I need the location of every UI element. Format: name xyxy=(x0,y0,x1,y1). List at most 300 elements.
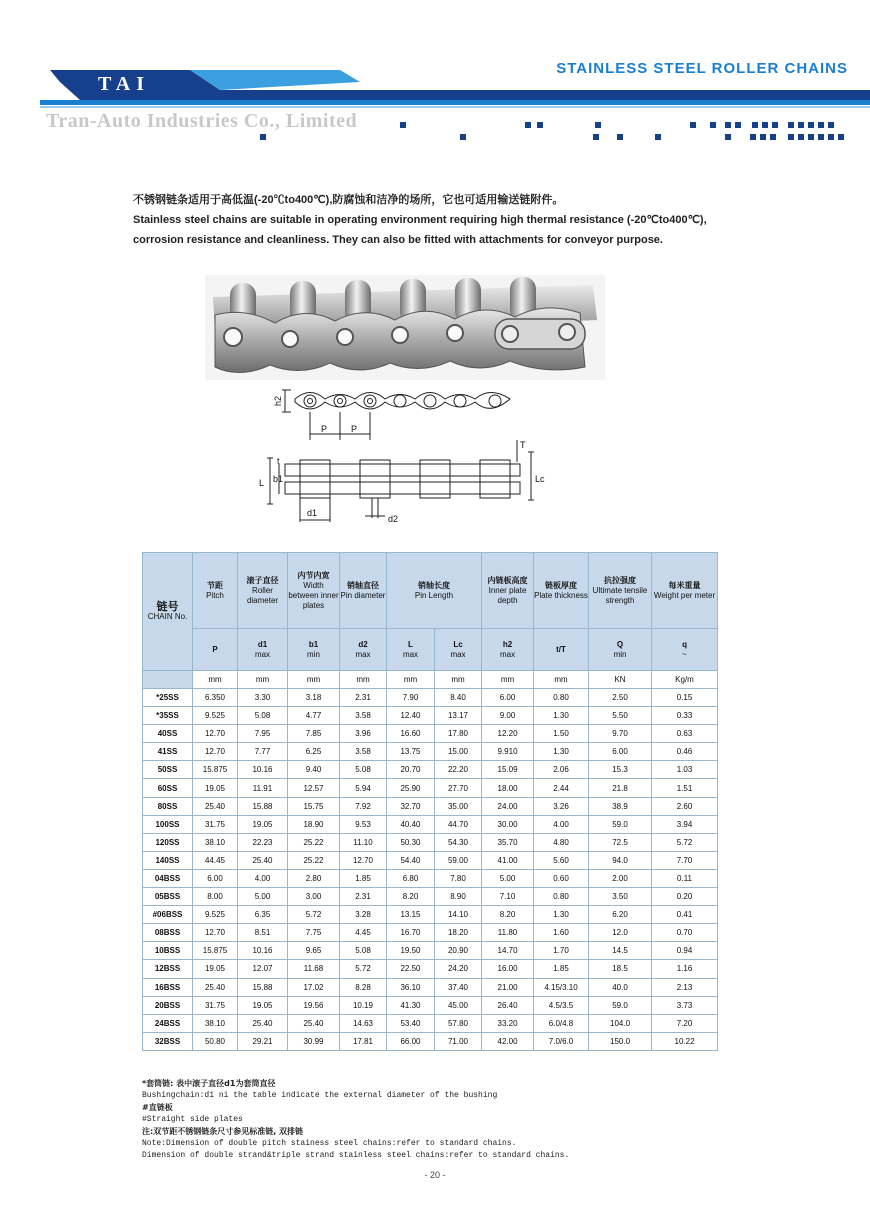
table-cell: 15.09 xyxy=(482,761,534,779)
col-label-zh: 滚子直径 xyxy=(246,575,279,585)
table-cell: 6.350 xyxy=(193,689,238,707)
table-cell: 17.02 xyxy=(288,978,340,996)
unit-cell: KN xyxy=(589,671,652,689)
company-name: Tran-Auto Industries Co., Limited xyxy=(46,110,358,132)
table-cell: 7.80 xyxy=(435,869,482,887)
table-cell: 19.05 xyxy=(193,960,238,978)
table-cell: 24.00 xyxy=(482,797,534,815)
intro-zh: 不锈钢链条适用于高低温(-20℃to400℃),防腐蚀和洁净的场所，它也可适用输送链附件。 xyxy=(133,194,564,206)
table-cell: 20.90 xyxy=(435,942,482,960)
unit-cell: mm xyxy=(238,671,288,689)
intro-en-line2: corrosion resistance and cleanliness. They can also be fitted with attachments for conveyor purpose. xyxy=(133,234,663,246)
table-cell: 44.45 xyxy=(193,851,238,869)
table-cell: 15.875 xyxy=(193,761,238,779)
chain-number-cell: 04BSS xyxy=(143,869,193,887)
chain-number-cell: 08BSS xyxy=(143,924,193,942)
table-cell: 19.05 xyxy=(238,815,288,833)
table-cell: 1.30 xyxy=(534,707,589,725)
dim-Lc: Lc xyxy=(535,474,545,484)
table-cell: 0.15 xyxy=(652,689,718,707)
dim-p2: P xyxy=(351,424,358,434)
table-row xyxy=(143,743,718,761)
chain-number-cell: 60SS xyxy=(143,779,193,797)
symbol-label: d2 xyxy=(358,639,368,649)
table-cell: 6.0/4.8 xyxy=(534,1014,589,1032)
table-cell: 33.20 xyxy=(482,1014,534,1032)
table-cell: 5.72 xyxy=(652,833,718,851)
table-cell: 71.00 xyxy=(435,1032,482,1050)
col-label-zh: 内链板高度 xyxy=(487,575,528,585)
table-cell: 10.22 xyxy=(652,1032,718,1050)
table-cell: 40.40 xyxy=(387,815,435,833)
table-cell: 3.28 xyxy=(340,906,387,924)
table-cell: 3.94 xyxy=(652,815,718,833)
table-cell: 1.85 xyxy=(340,869,387,887)
col-weight xyxy=(652,553,718,629)
table-row xyxy=(143,761,718,779)
chain-number-cell: 120SS xyxy=(143,833,193,851)
table-cell: 8.51 xyxy=(238,924,288,942)
table-cell: 9.525 xyxy=(193,906,238,924)
table-cell: 36.10 xyxy=(387,978,435,996)
dim-h2: h2 xyxy=(273,395,283,406)
table-row xyxy=(143,725,718,743)
table-cell: 8.00 xyxy=(193,888,238,906)
table-cell: 8.20 xyxy=(482,906,534,924)
symbol-cell xyxy=(534,629,589,671)
table-cell: 3.58 xyxy=(340,707,387,725)
col-depth xyxy=(482,553,534,629)
note-line: #直链板 xyxy=(142,1103,173,1112)
table-cell: 3.58 xyxy=(340,743,387,761)
page-title: STAINLESS STEEL ROLLER CHAINS xyxy=(556,60,848,77)
table-cell: 16.70 xyxy=(387,924,435,942)
table-cell: 21.8 xyxy=(589,779,652,797)
table-cell: 5.72 xyxy=(288,906,340,924)
symbol-cell xyxy=(193,629,238,671)
table-cell: 13.75 xyxy=(387,743,435,761)
table-cell: 2.06 xyxy=(534,761,589,779)
table-row xyxy=(143,779,718,797)
table-cell: 25.40 xyxy=(193,797,238,815)
table-cell: 3.00 xyxy=(288,888,340,906)
symbol-qualifier: max xyxy=(499,649,516,659)
table-cell: 10.16 xyxy=(238,761,288,779)
table-cell: 30.00 xyxy=(482,815,534,833)
table-cell: 7.90 xyxy=(387,689,435,707)
table-cell: 2.00 xyxy=(589,869,652,887)
table-cell: 5.94 xyxy=(340,779,387,797)
table-cell: 25.90 xyxy=(387,779,435,797)
table-cell: 59.0 xyxy=(589,815,652,833)
table-cell: 5.00 xyxy=(238,888,288,906)
table-cell: 18.90 xyxy=(288,815,340,833)
chain-number-cell: *35SS xyxy=(143,707,193,725)
col-label-zh: 链板厚度 xyxy=(545,580,578,590)
table-cell: 2.60 xyxy=(652,797,718,815)
symbol-qualifier: max xyxy=(402,649,419,659)
table-cell: 2.13 xyxy=(652,978,718,996)
table-cell: 9.70 xyxy=(589,725,652,743)
table-cell: 17.81 xyxy=(340,1032,387,1050)
table-cell: 8.28 xyxy=(340,978,387,996)
symbol-label: t/T xyxy=(556,644,566,654)
table-cell: 18.00 xyxy=(482,779,534,797)
table-cell: 45.00 xyxy=(435,996,482,1014)
table-cell: 9.53 xyxy=(340,815,387,833)
table-cell: 14.5 xyxy=(589,942,652,960)
table-cell: 4.00 xyxy=(238,869,288,887)
chain-number-cell: 05BSS xyxy=(143,888,193,906)
table-cell: 3.50 xyxy=(589,888,652,906)
spec-table xyxy=(142,552,718,1051)
col-label-zh: 节距 xyxy=(207,580,223,590)
table-row xyxy=(143,851,718,869)
col-label-en: Pin Length xyxy=(414,590,454,600)
table-cell: 6.25 xyxy=(288,743,340,761)
table-cell: 50.30 xyxy=(387,833,435,851)
unit-cell: mm xyxy=(288,671,340,689)
unit-cell: mm xyxy=(435,671,482,689)
table-cell: 1.30 xyxy=(534,906,589,924)
chain-number-cell: 80SS xyxy=(143,797,193,815)
chain-zh: 链号 xyxy=(156,600,179,613)
table-cell: 31.75 xyxy=(193,815,238,833)
table-cell: 19.05 xyxy=(193,779,238,797)
table-cell: 42.00 xyxy=(482,1032,534,1050)
chain-number-cell: #06BSS xyxy=(143,906,193,924)
table-cell: 11.68 xyxy=(288,960,340,978)
table-cell: 11.10 xyxy=(340,833,387,851)
unit-cell: mm xyxy=(193,671,238,689)
table-cell: 7.20 xyxy=(652,1014,718,1032)
table-cell: 17.80 xyxy=(435,725,482,743)
table-cell: 41.00 xyxy=(482,851,534,869)
table-cell: 0.46 xyxy=(652,743,718,761)
table-cell: 11.91 xyxy=(238,779,288,797)
table-cell: 94.0 xyxy=(589,851,652,869)
col-label-en: Weight per meter xyxy=(653,590,716,600)
table-row xyxy=(143,707,718,725)
table-cell: 14.63 xyxy=(340,1014,387,1032)
table-cell: 7.85 xyxy=(288,725,340,743)
table-cell: 57.80 xyxy=(435,1014,482,1032)
table-cell: 3.26 xyxy=(534,797,589,815)
symbol-label: Q xyxy=(616,639,624,649)
table-cell: 3.30 xyxy=(238,689,288,707)
table-cell: 12.70 xyxy=(340,851,387,869)
table-cell: 50.80 xyxy=(193,1032,238,1050)
symbol-cell xyxy=(589,629,652,671)
col-width xyxy=(288,553,340,629)
col-label-en: Ultimate tensile strength xyxy=(592,585,648,605)
table-cell: 15.88 xyxy=(238,797,288,815)
table-row xyxy=(143,888,718,906)
symbol-label: d1 xyxy=(257,639,268,649)
table-cell: 40.0 xyxy=(589,978,652,996)
table-cell: 22.20 xyxy=(435,761,482,779)
notes xyxy=(142,1078,762,1162)
dim-d2: d2 xyxy=(388,514,399,524)
table-cell: 1.51 xyxy=(652,779,718,797)
table-cell: 38.9 xyxy=(589,797,652,815)
table-cell: 12.07 xyxy=(238,960,288,978)
table-cell: 18.5 xyxy=(589,960,652,978)
table-cell: 26.40 xyxy=(482,996,534,1014)
table-cell: 16.60 xyxy=(387,725,435,743)
table-cell: 25.22 xyxy=(288,851,340,869)
table-row xyxy=(143,996,718,1014)
table-cell: 12.0 xyxy=(589,924,652,942)
table-row xyxy=(143,960,718,978)
table-cell: 1.16 xyxy=(652,960,718,978)
table-cell: 16.00 xyxy=(482,960,534,978)
col-label-zh: 内节内宽 xyxy=(297,570,330,580)
chain-drawing xyxy=(255,382,555,530)
col-label-en: Pin diameter xyxy=(340,590,386,600)
chain-number-cell: 10BSS xyxy=(143,942,193,960)
note-line: Note:Dimension of double pitch stainess steel chains:refer to standard chains. xyxy=(142,1139,517,1148)
table-cell: 2.44 xyxy=(534,779,589,797)
chain-en: CHAIN No. xyxy=(147,611,188,621)
table-cell: 3.73 xyxy=(652,996,718,1014)
table-row xyxy=(143,906,718,924)
table-cell: 10.19 xyxy=(340,996,387,1014)
table-cell: 18.20 xyxy=(435,924,482,942)
tai-logo xyxy=(62,66,212,100)
dim-L: L xyxy=(259,478,265,488)
table-cell: 12.70 xyxy=(193,924,238,942)
dim-p1: P xyxy=(321,424,328,434)
table-cell: 5.72 xyxy=(340,960,387,978)
table-cell: 6.00 xyxy=(482,689,534,707)
table-row xyxy=(143,942,718,960)
unit-cell: mm xyxy=(482,671,534,689)
col-label-zh: 销轴长度 xyxy=(418,580,450,590)
table-row xyxy=(143,797,718,815)
symbol-label: L xyxy=(408,639,413,649)
table-cell: 7.95 xyxy=(238,725,288,743)
unit-cell: mm xyxy=(534,671,589,689)
symbol-cell xyxy=(288,629,340,671)
table-cell: 1.60 xyxy=(534,924,589,942)
table-cell: 0.94 xyxy=(652,942,718,960)
table-cell: 41.30 xyxy=(387,996,435,1014)
col-roller xyxy=(238,553,288,629)
table-cell: 0.33 xyxy=(652,707,718,725)
table-row xyxy=(143,815,718,833)
dim-t: t xyxy=(277,456,280,466)
table-cell: 19.56 xyxy=(288,996,340,1014)
table-row xyxy=(143,869,718,887)
col-label-zh: 每米重量 xyxy=(668,580,701,590)
table-cell: 6.80 xyxy=(387,869,435,887)
chain-number-cell: 20BSS xyxy=(143,996,193,1014)
table-cell: 6.00 xyxy=(589,743,652,761)
chain-number-cell: 140SS xyxy=(143,851,193,869)
table-cell: 9.910 xyxy=(482,743,534,761)
table-cell: 25.40 xyxy=(288,1014,340,1032)
table-cell: 9.40 xyxy=(288,761,340,779)
table-cell: 4.77 xyxy=(288,707,340,725)
table-cell: 13.17 xyxy=(435,707,482,725)
table-cell: 150.0 xyxy=(589,1032,652,1050)
col-pin xyxy=(340,553,387,629)
table-cell: 9.525 xyxy=(193,707,238,725)
table-cell: 15.75 xyxy=(288,797,340,815)
symbol-cell xyxy=(482,629,534,671)
table-cell: 5.60 xyxy=(534,851,589,869)
table-cell: 21.00 xyxy=(482,978,534,996)
table-cell: 72.5 xyxy=(589,833,652,851)
table-cell: 66.00 xyxy=(387,1032,435,1050)
table-cell: 12.20 xyxy=(482,725,534,743)
table-cell: 8.40 xyxy=(435,689,482,707)
chain-number-cell: 50SS xyxy=(143,761,193,779)
chain-number-cell: 100SS xyxy=(143,815,193,833)
table-cell: 3.96 xyxy=(340,725,387,743)
symbol-label: P xyxy=(212,644,218,654)
table-cell: 0.41 xyxy=(652,906,718,924)
table-cell: 5.00 xyxy=(482,869,534,887)
decorative-dots xyxy=(255,120,855,144)
table-cell: 1.70 xyxy=(534,942,589,960)
col-label-zh: 抗拉强度 xyxy=(604,575,637,585)
table-cell: 14.70 xyxy=(482,942,534,960)
table-cell: 6.35 xyxy=(238,906,288,924)
table-cell: 1.03 xyxy=(652,761,718,779)
table-cell: 27.70 xyxy=(435,779,482,797)
table-cell: 30.99 xyxy=(288,1032,340,1050)
table-cell: 29.21 xyxy=(238,1032,288,1050)
symbol-label: q xyxy=(682,639,687,649)
col-strength xyxy=(589,553,652,629)
table-cell: 7.92 xyxy=(340,797,387,815)
symbol-cell xyxy=(340,629,387,671)
table-cell: 8.90 xyxy=(435,888,482,906)
table-cell: 15.3 xyxy=(589,761,652,779)
table-cell: 53.40 xyxy=(387,1014,435,1032)
dim-b1: b1 xyxy=(273,474,284,484)
chain-number-cell: *25SS xyxy=(143,689,193,707)
chain-number-cell: 12BSS xyxy=(143,960,193,978)
table-cell: 22.50 xyxy=(387,960,435,978)
table-cell: 25.40 xyxy=(238,851,288,869)
table-cell: 44.70 xyxy=(435,815,482,833)
table-cell: 24.20 xyxy=(435,960,482,978)
table-cell: 1.50 xyxy=(534,725,589,743)
table-cell: 0.60 xyxy=(534,869,589,887)
table-cell: 0.80 xyxy=(534,888,589,906)
table-cell: 5.08 xyxy=(340,942,387,960)
table-row xyxy=(143,924,718,942)
note-line: #Straight side plates xyxy=(142,1115,243,1124)
col-chain xyxy=(143,553,193,671)
symbol-qualifier: ~ xyxy=(682,649,687,659)
table-cell: 54.30 xyxy=(435,833,482,851)
table-cell: 2.31 xyxy=(340,689,387,707)
chain-number-cell: 24BSS xyxy=(143,1014,193,1032)
table-cell: 12.40 xyxy=(387,707,435,725)
table-cell: 15.88 xyxy=(238,978,288,996)
col-label-en: Width between inner plates xyxy=(288,580,339,610)
chain-number-cell: 16BSS xyxy=(143,978,193,996)
table-row xyxy=(143,1032,718,1050)
table-cell: 2.80 xyxy=(288,869,340,887)
table-cell: 4.5/3.5 xyxy=(534,996,589,1014)
table-cell: 32.70 xyxy=(387,797,435,815)
symbol-cell xyxy=(238,629,288,671)
table-cell: 9.65 xyxy=(288,942,340,960)
unit-cell: mm xyxy=(387,671,435,689)
col-label-zh: 销轴直径 xyxy=(347,580,379,590)
table-cell: 37.40 xyxy=(435,978,482,996)
symbol-cell xyxy=(435,629,482,671)
table-cell: 104.0 xyxy=(589,1014,652,1032)
table-cell: 9.00 xyxy=(482,707,534,725)
table-cell: 2.31 xyxy=(340,888,387,906)
table-cell: 14.10 xyxy=(435,906,482,924)
symbol-cell xyxy=(652,629,718,671)
table-cell: 5.08 xyxy=(238,707,288,725)
table-cell: 35.70 xyxy=(482,833,534,851)
table-cell: 0.11 xyxy=(652,869,718,887)
table-cell: 19.50 xyxy=(387,942,435,960)
table-cell: 7.10 xyxy=(482,888,534,906)
symbol-qualifier: min xyxy=(307,649,320,659)
chain-number-cell: 32BSS xyxy=(143,1032,193,1050)
intro-text xyxy=(133,190,793,250)
col-label-en: Pitch xyxy=(206,590,224,600)
chain-number-cell: 41SS xyxy=(143,743,193,761)
table-cell: 6.00 xyxy=(193,869,238,887)
table-cell: 3.18 xyxy=(288,689,340,707)
table-cell: 0.63 xyxy=(652,725,718,743)
table-cell: 38.10 xyxy=(193,1014,238,1032)
unit-cell: Kg/m xyxy=(652,671,718,689)
chain-photo xyxy=(205,275,605,380)
dim-d1: d1 xyxy=(307,508,318,518)
table-row xyxy=(143,833,718,851)
col-label-en: Plate thickness xyxy=(534,590,588,600)
logo-text: TAI xyxy=(97,73,151,95)
table-cell: 1.85 xyxy=(534,960,589,978)
table-cell: 19.05 xyxy=(238,996,288,1014)
table-cell: 38.10 xyxy=(193,833,238,851)
table-cell: 1.30 xyxy=(534,743,589,761)
table-cell: 25.40 xyxy=(193,978,238,996)
table-cell: 4.00 xyxy=(534,815,589,833)
table-cell: 59.00 xyxy=(435,851,482,869)
table-cell: 5.50 xyxy=(589,707,652,725)
note-line: 注:双节距不锈钢链条尺寸参见标准链, 双排链 xyxy=(142,1127,304,1136)
symbol-cell xyxy=(387,629,435,671)
symbol-qualifier: max xyxy=(254,649,271,659)
unit-cell: mm xyxy=(340,671,387,689)
table-row xyxy=(143,978,718,996)
table-cell: 12.57 xyxy=(288,779,340,797)
table-cell: 0.80 xyxy=(534,689,589,707)
table-row xyxy=(143,689,718,707)
table-cell: 8.20 xyxy=(387,888,435,906)
table-cell: 7.75 xyxy=(288,924,340,942)
col-pitch xyxy=(193,553,238,629)
table-cell: 20.70 xyxy=(387,761,435,779)
symbol-qualifier: min xyxy=(613,649,627,659)
table-cell: 0.70 xyxy=(652,924,718,942)
table-cell: 2.50 xyxy=(589,689,652,707)
unit-cell-chain xyxy=(143,671,193,689)
